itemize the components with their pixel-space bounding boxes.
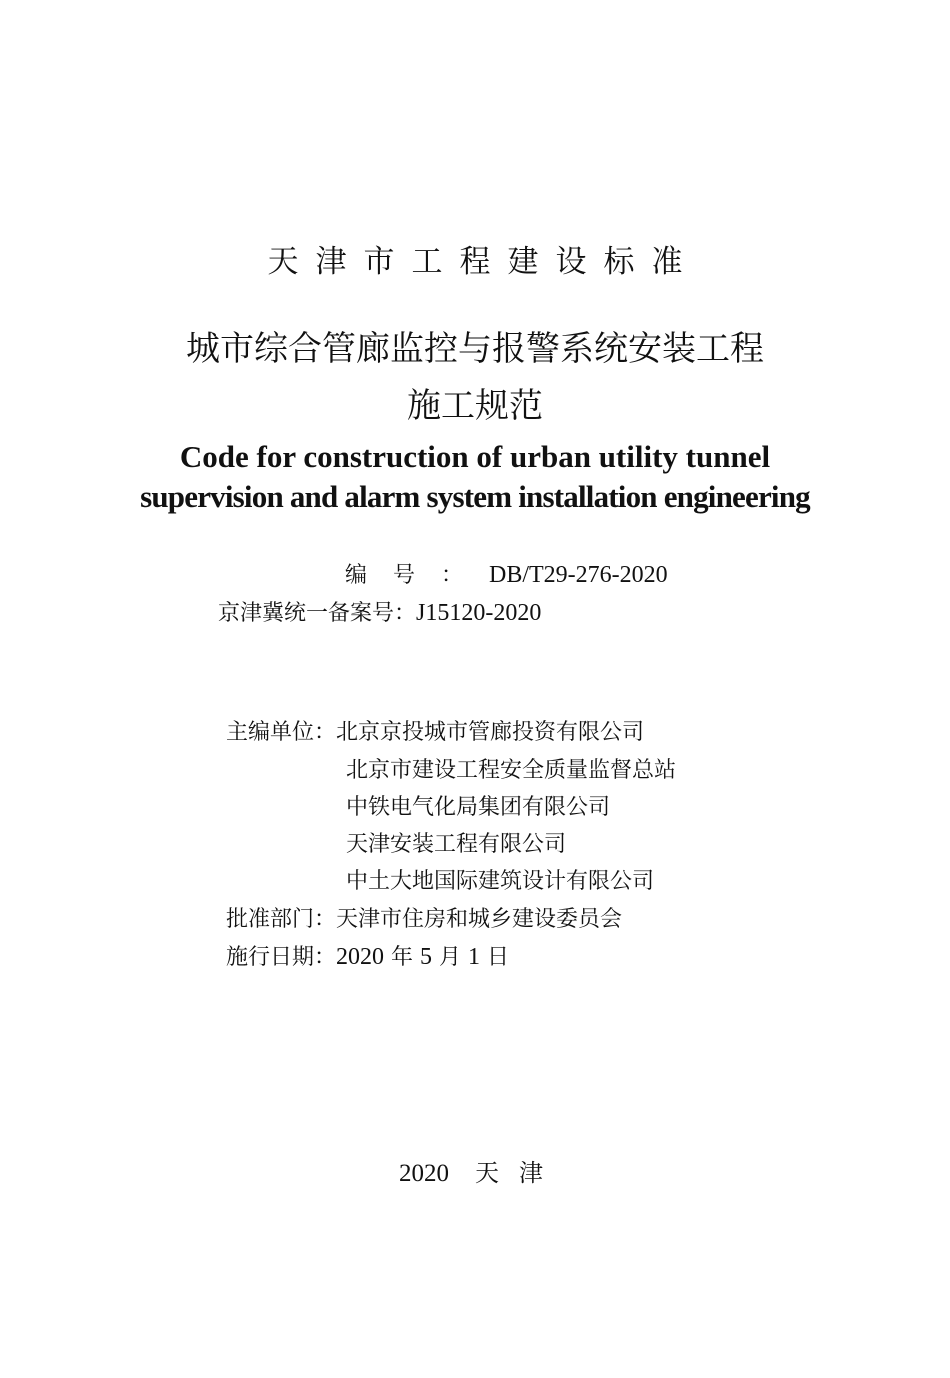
title-chinese-line-2: 施工规范 [407,386,543,426]
publication-year: 2020 [399,1160,449,1187]
effective-date-day-unit: 日 [487,945,510,970]
chief-editor-row [226,718,644,748]
record-number-value: J15120-2020 [416,600,542,626]
standard-code-label: 编号： [345,563,490,588]
effective-date-year: 2020 [336,944,385,970]
chief-editor-unit: 中土大地国际建筑设计有限公司 [346,869,655,894]
chief-editor-unit: 北京市建设工程安全质量监督总站 [346,758,677,783]
standard-series-heading: 天津市工程建设标准 [267,244,700,280]
title-english-line-2: supervision and alarm system installation engineering [140,479,810,514]
publication-place: 天津 [475,1159,563,1187]
standard-code-value: DB/T29-276-2020 [489,562,668,588]
effective-date-year-unit: 年 [391,945,414,970]
approval-department-row [226,905,622,935]
effective-date-label: 施行日期： [226,945,337,970]
title-chinese-line-1: 城市综合管廊监控与报警系统安装工程 [186,329,764,369]
chief-editor-label: 主编单位： [226,720,337,745]
chief-editor-unit: 北京京投城市管廊投资有限公司 [336,720,645,745]
publication-footer [399,1156,563,1191]
chief-editor-unit: 天津安装工程有限公司 [346,832,567,857]
record-number-row [218,598,541,629]
record-number-label: 京津冀统一备案号： [218,601,417,626]
effective-date-day: 1 [468,944,481,970]
title-english-line-1: Code for construction of urban utility tunnel [179,439,771,474]
approval-department-value: 天津市住房和城乡建设委员会 [336,907,623,932]
approval-department-label: 批准部门： [226,907,337,932]
chief-editor-unit: 中铁电气化局集团有限公司 [346,795,611,820]
standard-code-row [345,560,668,591]
effective-date-month: 5 [420,944,433,970]
effective-date-month-unit: 月 [439,945,462,970]
effective-date-row [226,942,509,973]
